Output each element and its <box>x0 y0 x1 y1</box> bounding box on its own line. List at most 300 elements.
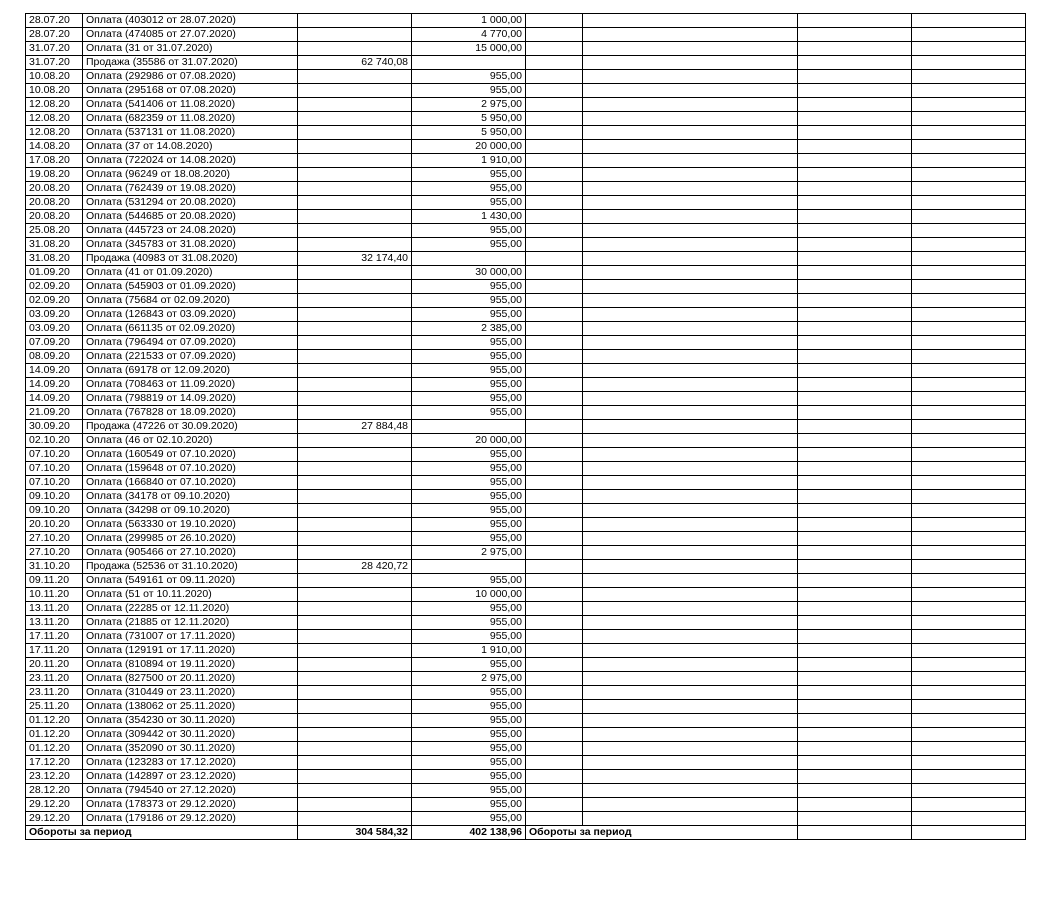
date-cell: 20.11.20 <box>26 658 83 672</box>
empty-cell <box>583 224 798 238</box>
debit-cell <box>298 196 412 210</box>
document-cell: Оплата (354230 от 30.11.2020) <box>83 714 298 728</box>
empty-cell <box>798 420 912 434</box>
empty-cell <box>798 378 912 392</box>
empty-cell <box>526 532 583 546</box>
document-cell: Оплата (541406 от 11.08.2020) <box>83 98 298 112</box>
empty-cell <box>798 504 912 518</box>
empty-cell <box>798 210 912 224</box>
empty-cell <box>912 42 1026 56</box>
date-cell: 29.12.20 <box>26 798 83 812</box>
empty-cell <box>526 462 583 476</box>
empty-cell <box>526 56 583 70</box>
empty-cell <box>912 238 1026 252</box>
empty-cell <box>526 14 583 28</box>
document-cell: Оплата (796494 от 07.09.2020) <box>83 336 298 350</box>
empty-cell <box>798 322 912 336</box>
debit-cell <box>298 364 412 378</box>
date-cell: 10.11.20 <box>26 588 83 602</box>
date-cell: 31.08.20 <box>26 238 83 252</box>
empty-cell <box>526 350 583 364</box>
credit-cell: 955,00 <box>412 84 526 98</box>
debit-cell <box>298 98 412 112</box>
debit-cell: 28 420,72 <box>298 560 412 574</box>
empty-cell <box>526 98 583 112</box>
table-row <box>26 336 1026 350</box>
empty-cell <box>912 28 1026 42</box>
credit-cell: 2 975,00 <box>412 672 526 686</box>
empty-cell <box>798 392 912 406</box>
empty-cell <box>526 812 583 826</box>
date-cell: 20.10.20 <box>26 518 83 532</box>
empty-cell <box>798 42 912 56</box>
totals-row <box>26 826 1026 840</box>
debit-cell <box>298 14 412 28</box>
document-cell: Оплата (138062 от 25.11.2020) <box>83 700 298 714</box>
document-cell: Оплата (51 от 10.11.2020) <box>83 588 298 602</box>
document-cell: Оплата (41 от 01.09.2020) <box>83 266 298 280</box>
credit-cell: 1 000,00 <box>412 14 526 28</box>
empty-cell <box>526 588 583 602</box>
credit-cell: 955,00 <box>412 658 526 672</box>
empty-cell <box>912 308 1026 322</box>
empty-cell <box>526 672 583 686</box>
document-cell: Продажа (47226 от 30.09.2020) <box>83 420 298 434</box>
credit-cell <box>412 560 526 574</box>
table-row <box>26 574 1026 588</box>
empty-cell <box>798 518 912 532</box>
empty-cell <box>912 630 1026 644</box>
table-row <box>26 28 1026 42</box>
credit-cell: 955,00 <box>412 602 526 616</box>
empty-cell <box>583 350 798 364</box>
empty-cell <box>912 616 1026 630</box>
empty-cell <box>912 56 1026 70</box>
credit-cell: 955,00 <box>412 70 526 84</box>
table-row <box>26 756 1026 770</box>
empty-cell <box>526 210 583 224</box>
credit-cell: 955,00 <box>412 700 526 714</box>
table-row <box>26 252 1026 266</box>
empty-cell <box>912 378 1026 392</box>
empty-cell <box>912 266 1026 280</box>
empty-cell <box>526 574 583 588</box>
totals-empty-cell <box>798 826 912 840</box>
date-cell: 01.12.20 <box>26 728 83 742</box>
empty-cell <box>798 714 912 728</box>
empty-cell <box>798 196 912 210</box>
empty-cell <box>912 798 1026 812</box>
debit-cell <box>298 434 412 448</box>
empty-cell <box>583 700 798 714</box>
empty-cell <box>912 532 1026 546</box>
date-cell: 31.10.20 <box>26 560 83 574</box>
debit-cell <box>298 588 412 602</box>
empty-cell <box>912 490 1026 504</box>
document-cell: Оплата (767828 от 18.09.2020) <box>83 406 298 420</box>
table-row <box>26 644 1026 658</box>
credit-cell: 955,00 <box>412 238 526 252</box>
date-cell: 01.12.20 <box>26 714 83 728</box>
date-cell: 17.08.20 <box>26 154 83 168</box>
table-row <box>26 714 1026 728</box>
debit-cell <box>298 686 412 700</box>
empty-cell <box>583 784 798 798</box>
credit-cell: 20 000,00 <box>412 434 526 448</box>
empty-cell <box>583 280 798 294</box>
empty-cell <box>798 126 912 140</box>
empty-cell <box>912 728 1026 742</box>
empty-cell <box>798 84 912 98</box>
empty-cell <box>912 392 1026 406</box>
document-cell: Оплата (75684 от 02.09.2020) <box>83 294 298 308</box>
empty-cell <box>798 812 912 826</box>
document-cell: Продажа (40983 от 31.08.2020) <box>83 252 298 266</box>
empty-cell <box>912 784 1026 798</box>
empty-cell <box>912 812 1026 826</box>
debit-cell <box>298 294 412 308</box>
empty-cell <box>526 392 583 406</box>
empty-cell <box>526 112 583 126</box>
empty-cell <box>526 42 583 56</box>
table-row <box>26 14 1026 28</box>
empty-cell <box>526 644 583 658</box>
empty-cell <box>526 70 583 84</box>
empty-cell <box>583 70 798 84</box>
credit-cell: 955,00 <box>412 616 526 630</box>
credit-cell: 955,00 <box>412 630 526 644</box>
document-cell: Оплата (309442 от 30.11.2020) <box>83 728 298 742</box>
debit-cell <box>298 308 412 322</box>
empty-cell <box>526 602 583 616</box>
table-row <box>26 462 1026 476</box>
date-cell: 12.08.20 <box>26 126 83 140</box>
credit-cell: 955,00 <box>412 392 526 406</box>
empty-cell <box>526 322 583 336</box>
debit-cell <box>298 210 412 224</box>
empty-cell <box>583 644 798 658</box>
empty-cell <box>912 546 1026 560</box>
empty-cell <box>526 378 583 392</box>
empty-cell <box>912 98 1026 112</box>
empty-cell <box>912 420 1026 434</box>
date-cell: 10.08.20 <box>26 70 83 84</box>
date-cell: 25.11.20 <box>26 700 83 714</box>
empty-cell <box>583 84 798 98</box>
document-cell: Оплата (292986 от 07.08.2020) <box>83 70 298 84</box>
empty-cell <box>912 700 1026 714</box>
date-cell: 02.10.20 <box>26 434 83 448</box>
table-row <box>26 546 1026 560</box>
empty-cell <box>583 154 798 168</box>
date-cell: 17.11.20 <box>26 630 83 644</box>
empty-cell <box>526 560 583 574</box>
empty-cell <box>526 616 583 630</box>
empty-cell <box>583 420 798 434</box>
table-row <box>26 672 1026 686</box>
empty-cell <box>583 266 798 280</box>
empty-cell <box>526 756 583 770</box>
empty-cell <box>583 182 798 196</box>
document-cell: Оплата (563330 от 19.10.2020) <box>83 518 298 532</box>
credit-cell: 955,00 <box>412 574 526 588</box>
empty-cell <box>583 504 798 518</box>
empty-cell <box>798 728 912 742</box>
date-cell: 13.11.20 <box>26 602 83 616</box>
empty-cell <box>798 112 912 126</box>
document-cell: Оплата (531294 от 20.08.2020) <box>83 196 298 210</box>
empty-cell <box>583 140 798 154</box>
document-cell: Оплата (445723 от 24.08.2020) <box>83 224 298 238</box>
document-cell: Оплата (96249 от 18.08.2020) <box>83 168 298 182</box>
debit-cell <box>298 168 412 182</box>
debit-cell <box>298 532 412 546</box>
table-row <box>26 154 1026 168</box>
credit-cell: 955,00 <box>412 728 526 742</box>
table-row <box>26 294 1026 308</box>
date-cell: 02.09.20 <box>26 280 83 294</box>
empty-cell <box>583 56 798 70</box>
credit-cell: 955,00 <box>412 742 526 756</box>
credit-cell: 955,00 <box>412 532 526 546</box>
empty-cell <box>526 630 583 644</box>
table-row <box>26 350 1026 364</box>
debit-cell <box>298 784 412 798</box>
empty-cell <box>798 448 912 462</box>
document-cell: Оплата (352090 от 30.11.2020) <box>83 742 298 756</box>
empty-cell <box>583 14 798 28</box>
credit-cell: 20 000,00 <box>412 140 526 154</box>
empty-cell <box>583 168 798 182</box>
credit-cell <box>412 420 526 434</box>
document-cell: Оплата (731007 от 17.11.2020) <box>83 630 298 644</box>
empty-cell <box>798 308 912 322</box>
debit-cell <box>298 504 412 518</box>
document-cell: Оплата (682359 от 11.08.2020) <box>83 112 298 126</box>
table-row <box>26 322 1026 336</box>
debit-cell <box>298 350 412 364</box>
document-cell: Оплата (310449 от 23.11.2020) <box>83 686 298 700</box>
date-cell: 09.10.20 <box>26 504 83 518</box>
debit-cell <box>298 672 412 686</box>
debit-cell <box>298 140 412 154</box>
debit-cell <box>298 126 412 140</box>
date-cell: 07.10.20 <box>26 462 83 476</box>
credit-cell: 955,00 <box>412 770 526 784</box>
empty-cell <box>798 462 912 476</box>
empty-cell <box>526 238 583 252</box>
date-cell: 31.07.20 <box>26 42 83 56</box>
debit-cell <box>298 518 412 532</box>
empty-cell <box>583 672 798 686</box>
debit-cell <box>298 714 412 728</box>
debit-cell <box>298 574 412 588</box>
debit-cell <box>298 616 412 630</box>
date-cell: 31.07.20 <box>26 56 83 70</box>
empty-cell <box>798 546 912 560</box>
credit-cell <box>412 252 526 266</box>
empty-cell <box>798 154 912 168</box>
empty-cell <box>912 336 1026 350</box>
empty-cell <box>583 812 798 826</box>
table-row <box>26 266 1026 280</box>
date-cell: 23.11.20 <box>26 686 83 700</box>
document-cell: Оплата (299985 от 26.10.2020) <box>83 532 298 546</box>
empty-cell <box>798 350 912 364</box>
document-cell: Оплата (762439 от 19.08.2020) <box>83 182 298 196</box>
empty-cell <box>912 84 1026 98</box>
empty-cell <box>798 364 912 378</box>
empty-cell <box>912 434 1026 448</box>
empty-cell <box>912 448 1026 462</box>
empty-cell <box>912 112 1026 126</box>
empty-cell <box>583 490 798 504</box>
empty-cell <box>798 434 912 448</box>
table-row <box>26 84 1026 98</box>
empty-cell <box>526 406 583 420</box>
empty-cell <box>912 560 1026 574</box>
empty-cell <box>526 434 583 448</box>
document-cell: Оплата (34298 от 09.10.2020) <box>83 504 298 518</box>
date-cell: 14.09.20 <box>26 364 83 378</box>
empty-cell <box>912 658 1026 672</box>
empty-cell <box>583 742 798 756</box>
empty-cell <box>583 574 798 588</box>
date-cell: 17.12.20 <box>26 756 83 770</box>
empty-cell <box>912 294 1026 308</box>
empty-cell <box>912 140 1026 154</box>
debit-cell: 62 740,08 <box>298 56 412 70</box>
empty-cell <box>912 518 1026 532</box>
empty-cell <box>583 658 798 672</box>
date-cell: 13.11.20 <box>26 616 83 630</box>
empty-cell <box>583 252 798 266</box>
document-cell: Оплата (21885 от 12.11.2020) <box>83 616 298 630</box>
empty-cell <box>583 448 798 462</box>
empty-cell <box>583 714 798 728</box>
document-cell: Оплата (142897 от 23.12.2020) <box>83 770 298 784</box>
empty-cell <box>798 56 912 70</box>
empty-cell <box>583 126 798 140</box>
credit-cell: 1 910,00 <box>412 644 526 658</box>
totals-credit: 402 138,96 <box>412 826 526 840</box>
empty-cell <box>526 504 583 518</box>
empty-cell <box>526 266 583 280</box>
debit-cell <box>298 322 412 336</box>
empty-cell <box>583 308 798 322</box>
empty-cell <box>798 294 912 308</box>
credit-cell: 5 950,00 <box>412 112 526 126</box>
credit-cell: 2 975,00 <box>412 98 526 112</box>
document-cell: Оплата (798819 от 14.09.2020) <box>83 392 298 406</box>
empty-cell <box>583 406 798 420</box>
credit-cell: 955,00 <box>412 308 526 322</box>
credit-cell: 955,00 <box>412 798 526 812</box>
empty-cell <box>912 756 1026 770</box>
empty-cell <box>912 602 1026 616</box>
empty-cell <box>583 476 798 490</box>
empty-cell <box>583 378 798 392</box>
empty-cell <box>912 210 1026 224</box>
debit-cell <box>298 406 412 420</box>
empty-cell <box>798 574 912 588</box>
empty-cell <box>583 28 798 42</box>
date-cell: 02.09.20 <box>26 294 83 308</box>
empty-cell <box>798 336 912 350</box>
debit-cell <box>298 70 412 84</box>
table-row <box>26 210 1026 224</box>
totals-left-label: Обороты за период <box>26 826 298 840</box>
empty-cell <box>798 672 912 686</box>
empty-cell <box>798 224 912 238</box>
debit-cell <box>298 42 412 56</box>
document-cell: Оплата (221533 от 07.09.2020) <box>83 350 298 364</box>
empty-cell <box>798 252 912 266</box>
document-cell: Оплата (178373 от 29.12.2020) <box>83 798 298 812</box>
empty-cell <box>526 294 583 308</box>
empty-cell <box>912 770 1026 784</box>
document-cell: Оплата (708463 от 11.09.2020) <box>83 378 298 392</box>
empty-cell <box>583 756 798 770</box>
date-cell: 19.08.20 <box>26 168 83 182</box>
empty-cell <box>583 364 798 378</box>
empty-cell <box>526 546 583 560</box>
credit-cell: 1 430,00 <box>412 210 526 224</box>
debit-cell <box>298 742 412 756</box>
empty-cell <box>798 140 912 154</box>
table-row <box>26 140 1026 154</box>
empty-cell <box>583 434 798 448</box>
empty-cell <box>912 714 1026 728</box>
date-cell: 07.10.20 <box>26 448 83 462</box>
empty-cell <box>526 140 583 154</box>
document-cell: Оплата (31 от 31.07.2020) <box>83 42 298 56</box>
table-row <box>26 742 1026 756</box>
empty-cell <box>583 630 798 644</box>
debit-cell <box>298 602 412 616</box>
credit-cell: 955,00 <box>412 378 526 392</box>
credit-cell: 955,00 <box>412 350 526 364</box>
debit-cell: 27 884,48 <box>298 420 412 434</box>
document-cell: Оплата (160549 от 07.10.2020) <box>83 448 298 462</box>
credit-cell: 2 975,00 <box>412 546 526 560</box>
credit-cell: 955,00 <box>412 812 526 826</box>
empty-cell <box>798 798 912 812</box>
empty-cell <box>798 98 912 112</box>
debit-cell <box>298 462 412 476</box>
document-cell: Оплата (22285 от 12.11.2020) <box>83 602 298 616</box>
date-cell: 25.08.20 <box>26 224 83 238</box>
credit-cell: 955,00 <box>412 518 526 532</box>
table-row <box>26 224 1026 238</box>
table-row <box>26 238 1026 252</box>
table-row <box>26 70 1026 84</box>
credit-cell: 955,00 <box>412 224 526 238</box>
empty-cell <box>526 308 583 322</box>
empty-cell <box>526 154 583 168</box>
credit-cell: 955,00 <box>412 476 526 490</box>
document-cell: Оплата (403012 от 28.07.2020) <box>83 14 298 28</box>
empty-cell <box>912 280 1026 294</box>
empty-cell <box>912 168 1026 182</box>
empty-cell <box>912 322 1026 336</box>
empty-cell <box>912 364 1026 378</box>
table-row <box>26 812 1026 826</box>
empty-cell <box>583 602 798 616</box>
table-row <box>26 490 1026 504</box>
empty-cell <box>583 616 798 630</box>
empty-cell <box>583 798 798 812</box>
